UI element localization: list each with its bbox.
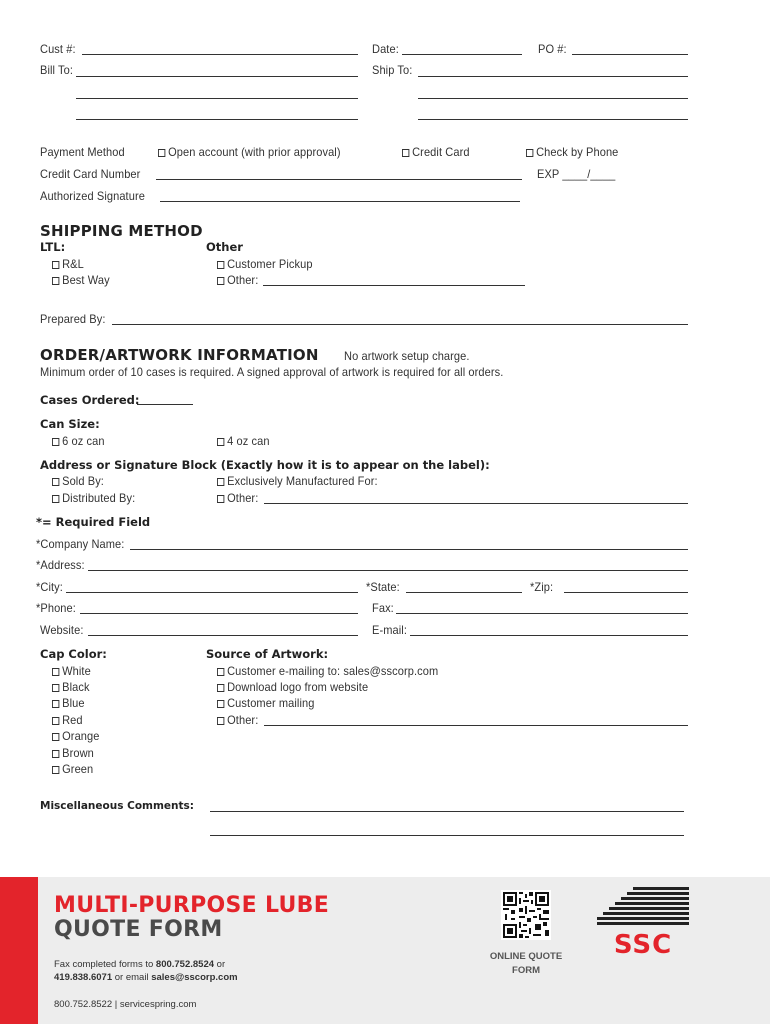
sold-by[interactable] (52, 474, 104, 488)
can-4oz-text: 4 oz can (227, 434, 270, 448)
footer-email[interactable]: sales@sscorp.com (151, 972, 238, 983)
bill-to-field-3[interactable] (76, 119, 358, 120)
shipping-best-way-text: Best Way (62, 273, 110, 287)
website-field[interactable] (88, 635, 358, 636)
required-field-note: *= Required Field (36, 515, 151, 529)
checkbox[interactable] (217, 261, 224, 269)
can-size-label: Can Size: (40, 417, 100, 431)
exclusively-manufactured-text: Exclusively Manufactured For: (227, 474, 378, 488)
checkbox[interactable] (158, 149, 165, 157)
cap-color-text: White (62, 664, 91, 678)
cap-color-label: Cap Color: (40, 647, 107, 661)
fax-number-2[interactable]: 419.838.6071 (54, 972, 113, 983)
can-4oz[interactable] (217, 434, 270, 448)
shipping-customer-pickup-text: Customer Pickup (227, 257, 313, 271)
prepared-by-label: Prepared By: (40, 312, 106, 326)
email-label: E-mail: (372, 623, 408, 637)
misc-comments-label: Miscellaneous Comments: (40, 800, 194, 812)
checkbox[interactable] (402, 149, 409, 157)
ship-to-field-2[interactable] (418, 98, 688, 99)
cust-number-label: Cust #: (40, 42, 76, 56)
footer-title-line1: MULTI-PURPOSE LUBE (54, 893, 330, 918)
cap-color-text: Red (62, 713, 83, 727)
cap-color-text: Orange (62, 729, 100, 743)
po-number-field[interactable] (572, 54, 688, 55)
bill-to-label: Bill To: (40, 63, 74, 77)
address-label: *Address: (36, 558, 85, 572)
cases-ordered-field[interactable] (137, 404, 193, 405)
authorized-signature-field[interactable] (160, 201, 520, 202)
cap-color-brown[interactable] (52, 746, 94, 760)
checkbox[interactable] (217, 684, 224, 692)
fax-field[interactable] (396, 613, 688, 614)
company-name-label: *Company Name: (36, 537, 125, 551)
cap-color-white[interactable] (52, 664, 91, 678)
cap-color-text: Brown (62, 746, 94, 760)
artwork-source-text: Other: (227, 713, 259, 727)
ssc-logo-icon (597, 887, 691, 955)
zip-field[interactable] (564, 592, 688, 593)
checkbox[interactable] (52, 733, 59, 741)
exclusively-manufactured[interactable] (217, 474, 378, 488)
fax-label: Fax: (372, 601, 394, 615)
checkbox[interactable] (52, 684, 59, 692)
other-shipping-label: Other (206, 240, 243, 254)
checkbox[interactable] (217, 438, 224, 446)
shipping-customer-pickup[interactable] (217, 257, 313, 271)
city-field[interactable] (66, 592, 358, 593)
cap-color-black[interactable] (52, 680, 90, 694)
cap-color-blue[interactable] (52, 696, 85, 710)
cap-color-red[interactable] (52, 713, 83, 727)
qr-caption-line2: FORM (512, 965, 540, 976)
prepared-by-field[interactable] (112, 324, 688, 325)
payment-credit-card[interactable] (402, 145, 470, 159)
checkbox[interactable] (217, 495, 224, 503)
ship-to-field-3[interactable] (418, 119, 688, 120)
footer-accent-bar (0, 877, 38, 1024)
checkbox[interactable] (217, 277, 224, 285)
checkbox[interactable] (52, 478, 59, 486)
checkbox[interactable] (217, 668, 224, 676)
checkbox[interactable] (52, 668, 59, 676)
footer-fax-line (54, 959, 225, 970)
footer-contact-line[interactable]: 800.752.8522 | servicespring.com (54, 999, 197, 1010)
can-6oz-text: 6 oz can (62, 434, 105, 448)
qr-code-icon[interactable] (501, 890, 551, 940)
payment-open-account[interactable] (158, 145, 341, 159)
cap-color-text: Blue (62, 696, 85, 710)
shipping-other[interactable] (217, 273, 258, 287)
address-other[interactable] (217, 491, 258, 505)
address-field[interactable] (88, 570, 688, 571)
no-setup-note: No artwork setup charge. (344, 349, 470, 363)
fax-or: or (214, 959, 226, 970)
ship-to-field-1[interactable] (418, 76, 688, 77)
checkbox[interactable] (217, 478, 224, 486)
shipping-other-field[interactable] (263, 285, 525, 286)
cap-color-orange[interactable] (52, 729, 100, 743)
cap-color-text: Black (62, 680, 90, 694)
shipping-rl[interactable] (52, 257, 84, 271)
bill-to-field-2[interactable] (76, 98, 358, 99)
artwork-source-email[interactable] (217, 664, 438, 678)
minimum-order-note: Minimum order of 10 cases is required. A signed approval of artwork is required for all orders. (40, 365, 504, 379)
distributed-by-text: Distributed By: (62, 491, 136, 505)
fax-number[interactable]: 800.752.8524 (155, 959, 215, 970)
bill-to-field-1[interactable] (76, 76, 358, 77)
cases-ordered-label: Cases Ordered: (40, 393, 140, 407)
ssc-logo-text: SSC (613, 930, 673, 955)
artwork-source-text: Customer e-mailing to: sales@sscorp.com (227, 664, 439, 678)
payment-method-label: Payment Method (40, 145, 125, 159)
ship-to-label: Ship To: (372, 63, 413, 77)
checkbox[interactable] (52, 700, 59, 708)
can-6oz[interactable] (52, 434, 105, 448)
order-artwork-heading: ORDER/ARTWORK INFORMATION (40, 346, 319, 364)
date-label: Date: (372, 42, 399, 56)
checkbox[interactable] (52, 277, 59, 285)
checkbox[interactable] (52, 495, 59, 503)
cap-color-green[interactable] (52, 762, 93, 776)
credit-card-number-field[interactable] (156, 179, 522, 180)
footer-title-line2: QUOTE FORM (54, 917, 223, 942)
fax-prefix: Fax completed forms to (54, 959, 156, 970)
artwork-source-label: Source of Artwork: (206, 647, 329, 661)
company-name-field[interactable] (130, 549, 688, 550)
phone-label: *Phone: (36, 601, 76, 615)
checkbox[interactable] (217, 717, 224, 725)
payment-check-by-phone[interactable] (526, 145, 618, 159)
website-label: Website: (40, 623, 84, 637)
city-label: *City: (36, 580, 63, 594)
ltl-label: LTL: (40, 240, 66, 254)
artwork-source-download[interactable] (217, 680, 368, 694)
shipping-other-text: Other: (227, 273, 259, 287)
checkbox[interactable] (52, 717, 59, 725)
checkbox[interactable] (52, 438, 59, 446)
date-field[interactable] (402, 54, 522, 55)
qr-caption (486, 950, 566, 978)
checkbox[interactable] (52, 750, 59, 758)
shipping-method-heading: SHIPPING METHOD (40, 222, 203, 240)
artwork-other-field[interactable] (264, 725, 688, 726)
footer-email-line (54, 972, 238, 983)
shipping-rl-text: R&L (62, 257, 84, 271)
artwork-source-text: Download logo from website (227, 680, 369, 694)
email-prefix: or email (112, 972, 152, 983)
phone-field[interactable] (80, 613, 358, 614)
artwork-source-other[interactable] (217, 713, 258, 727)
zip-label: *Zip: (530, 580, 554, 594)
qr-caption-line1: ONLINE QUOTE (489, 951, 563, 962)
artwork-source-text: Customer mailing (227, 696, 315, 710)
artwork-source-mailing[interactable] (217, 696, 314, 710)
po-number-label: PO #: (538, 42, 567, 56)
email-field[interactable] (410, 635, 688, 636)
payment-check-by-phone-text: Check by Phone (536, 145, 619, 159)
address-block-label: Address or Signature Block (Exactly how it is to appear on the label): (40, 458, 490, 472)
checkbox[interactable] (52, 261, 59, 269)
checkbox[interactable] (52, 766, 59, 774)
cap-color-text: Green (62, 762, 94, 776)
misc-comments-field-2[interactable] (210, 835, 684, 836)
authorized-signature-label: Authorized Signature (40, 189, 145, 203)
cust-number-field[interactable] (82, 54, 358, 55)
checkbox[interactable] (526, 149, 533, 157)
payment-open-account-text: Open account (with prior approval) (168, 145, 341, 159)
distributed-by[interactable] (52, 491, 135, 505)
payment-credit-card-text: Credit Card (412, 145, 470, 159)
state-field[interactable] (406, 592, 522, 593)
state-label: *State: (366, 580, 400, 594)
credit-card-number-label: Credit Card Number (40, 167, 141, 181)
exp-label[interactable]: EXP ____/____ (537, 167, 616, 181)
sold-by-text: Sold By: (62, 474, 104, 488)
misc-comments-field-1[interactable] (210, 811, 684, 812)
shipping-best-way[interactable] (52, 273, 110, 287)
checkbox[interactable] (217, 700, 224, 708)
address-other-text: Other: (227, 491, 259, 505)
address-other-field[interactable] (264, 503, 688, 504)
